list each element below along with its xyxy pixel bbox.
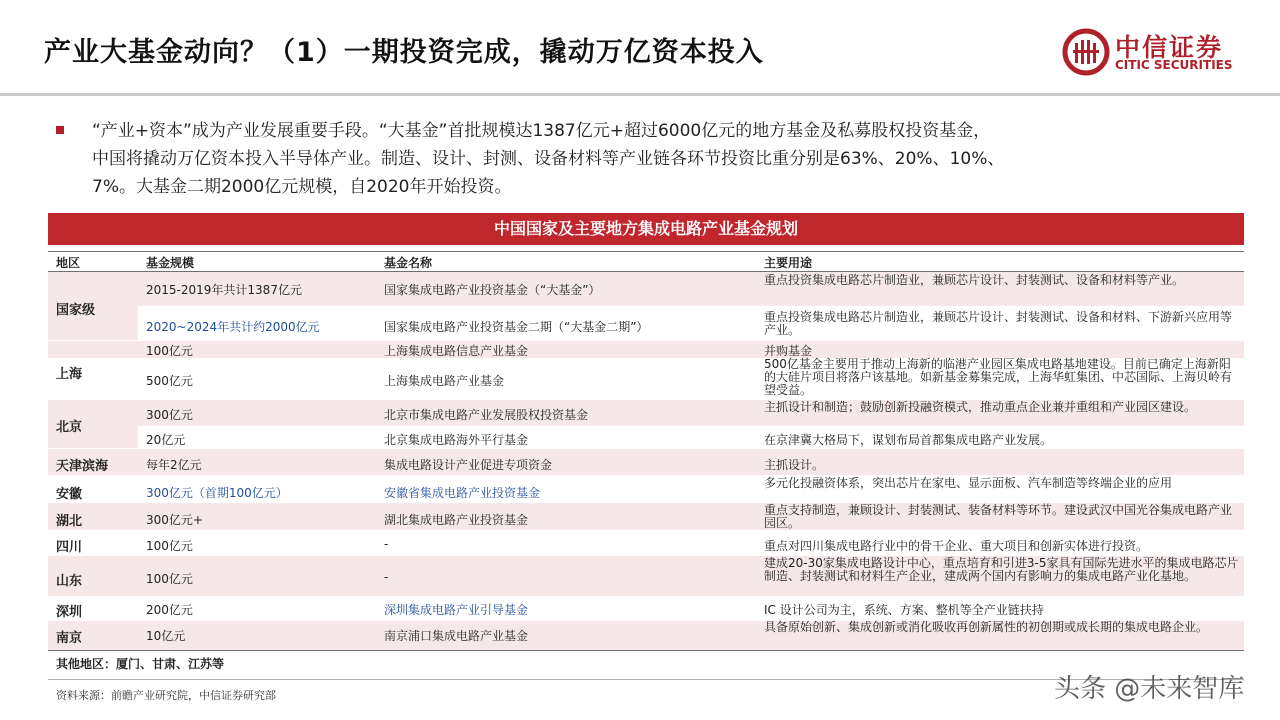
fund-name-cell: 北京集成电路海外平行基金 xyxy=(384,433,529,447)
scale-cell: 300亿元 xyxy=(146,408,193,422)
scale-cell: 20亿元 xyxy=(146,433,186,447)
scale-cell: 300亿元+ xyxy=(146,513,203,527)
column-header-name: 基金名称 xyxy=(384,256,433,270)
purpose-cell: 具备原始创新、集成创新或消化吸收再创新属性的初创期或成长期的集成电路企业。 xyxy=(764,620,1209,634)
region-cell: 南京 xyxy=(56,631,83,646)
fund-name-cell: 湖北集成电路产业投资基金 xyxy=(384,513,529,527)
purpose-cell: 重点投资集成电路芯片制造业，兼顾芯片设计、封装测试、设备和材料、下游新兴应用等产业。 xyxy=(764,310,1233,337)
source-note: 资料来源：前瞻产业研究院，中信证券研究部 xyxy=(56,689,276,702)
intro-paragraph xyxy=(92,117,1252,201)
scale-cell: 200亿元 xyxy=(146,603,193,617)
region-cell: 北京 xyxy=(56,420,83,435)
table-rule-top xyxy=(48,251,1244,252)
fund-name-cell: 上海集成电路产业基金 xyxy=(384,374,505,388)
region-cell: 天津滨海 xyxy=(56,459,109,474)
fund-name-cell: 国家集成电路产业投资基金二期（“大基金二期”） xyxy=(384,320,649,334)
scale-cell: 每年2亿元 xyxy=(146,458,202,472)
bullet-icon xyxy=(56,126,64,134)
purpose-cell: 重点支持制造，兼顾设计、封装测试、装备材料等环节。建设武汉中国光谷集成电路产业园区。 xyxy=(764,503,1233,530)
fund-name-cell: 深圳集成电路产业引导基金 xyxy=(384,603,529,617)
row-band xyxy=(48,449,1244,475)
page-title: 产业大基金动向？（1）一期投资完成，撬动万亿资本投入 xyxy=(44,37,764,68)
purpose-cell: 500亿基金主要用于推动上海新的临港产业园区集成电路基地建设。目前已确定上海新阳的大硅片项目将落户该基地。如新基金募集完成，上海华虹集团、中芯国际、上海贝岭有望受益。 xyxy=(764,357,1233,397)
scale-cell: 2015-2019年共计1387亿元 xyxy=(146,283,302,297)
fund-name-cell: 北京市集成电路产业发展股权投资基金 xyxy=(384,408,589,422)
purpose-cell: 多元化投融资体系，突出芯片在家电、显示面板、汽车制造等终端企业的应用 xyxy=(764,476,1173,490)
scale-cell: 2020~2024年共计约2000亿元 xyxy=(146,320,320,334)
purpose-cell: IC 设计公司为主，系统、方案、整机等全产业链扶持 xyxy=(764,603,1044,617)
fund-name-cell: 上海集成电路信息产业基金 xyxy=(384,344,529,358)
other-regions-note: 其他地区：厦门、甘肃、江苏等 xyxy=(56,657,225,671)
region-cell: 安徽 xyxy=(56,487,83,502)
purpose-cell: 建成20-30家集成电路设计中心，重点培育和引进3-5家具有国际先进水平的集成电路芯片制造、封装测试和材料生产企业，建成两个国内有影响力的集成电路产业化基地。 xyxy=(764,556,1239,583)
scale-cell: 500亿元 xyxy=(146,374,193,388)
purpose-cell: 主抓设计。 xyxy=(764,458,825,472)
region-cell: 上海 xyxy=(56,367,83,382)
watermark: 头条 @未来智库 xyxy=(1054,674,1245,704)
company-logo xyxy=(1060,24,1260,80)
purpose-cell: 重点投资集成电路芯片制造业，兼顾芯片设计、封装测试、设备和材料等产业。 xyxy=(764,273,1185,287)
header-divider xyxy=(0,93,1280,96)
fund-name-cell: 南京浦口集成电路产业基金 xyxy=(384,629,529,643)
region-cell: 山东 xyxy=(56,574,83,589)
table-header-row xyxy=(48,251,1244,271)
citic-logo-icon xyxy=(1062,28,1110,76)
row-band xyxy=(48,341,1244,358)
fund-name-cell: 国家集成电路产业投资基金（“大基金”） xyxy=(384,283,601,297)
purpose-cell: 并购基金 xyxy=(764,344,813,358)
fund-name-cell: - xyxy=(384,537,389,551)
logo-text-en: CITIC SECURITIES xyxy=(1115,58,1233,72)
region-cell: 深圳 xyxy=(56,605,83,620)
table-title: 中国国家及主要地方集成电路产业基金规划 xyxy=(48,213,1244,245)
region-cell: 国家级 xyxy=(56,303,96,318)
intro-line: “产业+资本”成为产业发展重要手段。“大基金”首批规模达1387亿元+超过6000亿元的地方基金及私募股权投资基金， xyxy=(92,121,991,141)
region-cell: 四川 xyxy=(56,540,83,555)
region-cell: 湖北 xyxy=(56,514,83,529)
intro-line: 7%。大基金二期2000亿元规模，自2020年开始投资。 xyxy=(92,177,512,197)
purpose-cell: 在京津冀大格局下，谋划布局首都集成电路产业发展。 xyxy=(764,433,1053,447)
scale-cell: 300亿元（首期100亿元） xyxy=(146,486,288,500)
fund-name-cell: 集成电路设计产业促进专项资金 xyxy=(384,458,553,472)
purpose-cell: 主抓设计和制造；鼓励创新投融资模式，推动重点企业兼并重组和产业园区建设。 xyxy=(764,400,1197,414)
scale-cell: 10亿元 xyxy=(146,629,186,643)
table-rule-bottom xyxy=(48,650,1244,651)
column-header-region: 地区 xyxy=(56,256,81,270)
column-header-use: 主要用途 xyxy=(764,256,813,270)
column-header-scale: 基金规模 xyxy=(146,256,195,270)
fund-name-cell: 安徽省集成电路产业投资基金 xyxy=(384,486,541,500)
fund-name-cell: - xyxy=(384,570,389,584)
intro-line: 中国将撬动万亿资本投入半导体产业。制造、设计、封测、设备材料等产业链各环节投资比重分别是63%、20%、10%、 xyxy=(92,149,1005,169)
purpose-cell: 重点对四川集成电路行业中的骨干企业、重大项目和创新实体进行投资。 xyxy=(764,539,1149,553)
scale-cell: 100亿元 xyxy=(146,572,193,586)
scale-cell: 100亿元 xyxy=(146,344,193,358)
scale-cell: 100亿元 xyxy=(146,539,193,553)
logo-text-cn: 中信证券 xyxy=(1115,33,1224,62)
